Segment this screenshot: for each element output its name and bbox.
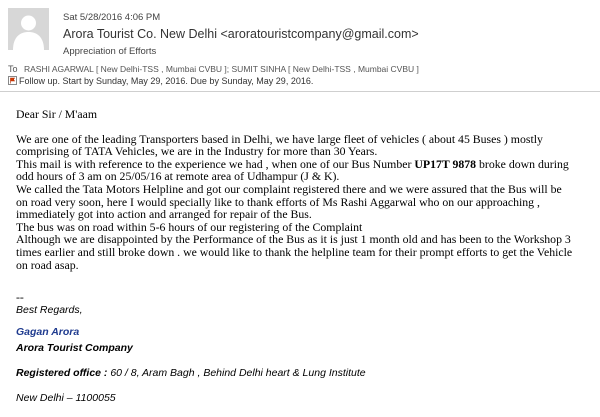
body-text: This mail is with reference to the experience we had , when one of our Bus Number [16,156,415,171]
body-line: immediately got into action and arranged for repair of the Bus. [16,207,312,222]
person-placeholder-icon [8,8,49,50]
recipient-list[interactable]: RASHI AGARWAL [ New Delhi-TSS , Mumbai CVBU ]; SUMIT SINHA [ New Delhi-TSS , Mumbai CVBU ] [24,64,419,74]
received-date: Sat 5/28/2016 4:06 PM [63,12,161,23]
body-line: We called the Tata Motors Helpline and got our complaint registered there and we were assured that the Bus will be [16,181,562,196]
body-line: on road very soon, here I would specially like to thank efforts of Ms Rashi Aggarwal who on our approaching , [16,194,540,209]
signature-separator: -- [16,290,24,304]
sender-name[interactable]: Arora Tourist Co. New Delhi <aroratouristcompany@gmail.com> [63,27,419,41]
email-subject: Appreciation of Efforts [63,46,157,57]
body-line: odd hours of 3 am on 25/05/16 at remote area of Udhampur (J & K). [16,169,340,184]
body-line: We are one of the leading Transporters based in Delhi, we have large fleet of vehicles ( about 45 Buses ) mostly [16,131,543,146]
signature-office [16,367,366,379]
closing-regards: Best Regards, [16,304,83,316]
body-line: times earlier and still broke down . we would like to thank the helpline team for their prompt efforts to get the Vehicle [16,244,573,259]
body-text: broke down during [476,156,569,171]
flag-icon [8,76,17,85]
greeting: Dear Sir / M'aam [16,107,98,121]
body-line: on road asap. [16,257,79,272]
office-address: 60 / 8, Aram Bagh , Behind Delhi heart & Lung Institute [107,367,366,379]
follow-up-text: Follow up. Start by Sunday, May 29, 2016. Due by Sunday, May 29, 2016. [19,76,314,86]
body-line: Although we are disappointed by the Performance of the Bus as it is just 1 month old and has been to the Workshop 3 [16,232,571,247]
office-label: Registered office : [16,367,108,379]
body-line: The bus was on road within 5-6 hours of our registering of the Complaint [16,219,363,234]
signature-city: New Delhi – 1100055 [16,392,116,404]
sender-avatar[interactable] [8,8,49,50]
signature-name: Gagan Arora [16,326,80,338]
bus-number: UP17T 9878 [414,156,477,171]
signature-company: Arora Tourist Company [16,342,133,354]
body-line: comprising of TATA Vehicles, we are in the Industry for more than 30 Years. [16,144,378,159]
to-label: To [8,64,18,74]
header-divider [0,91,600,92]
email-header [0,0,600,84]
email-body [16,108,592,271]
follow-up-flag[interactable] [8,76,313,86]
